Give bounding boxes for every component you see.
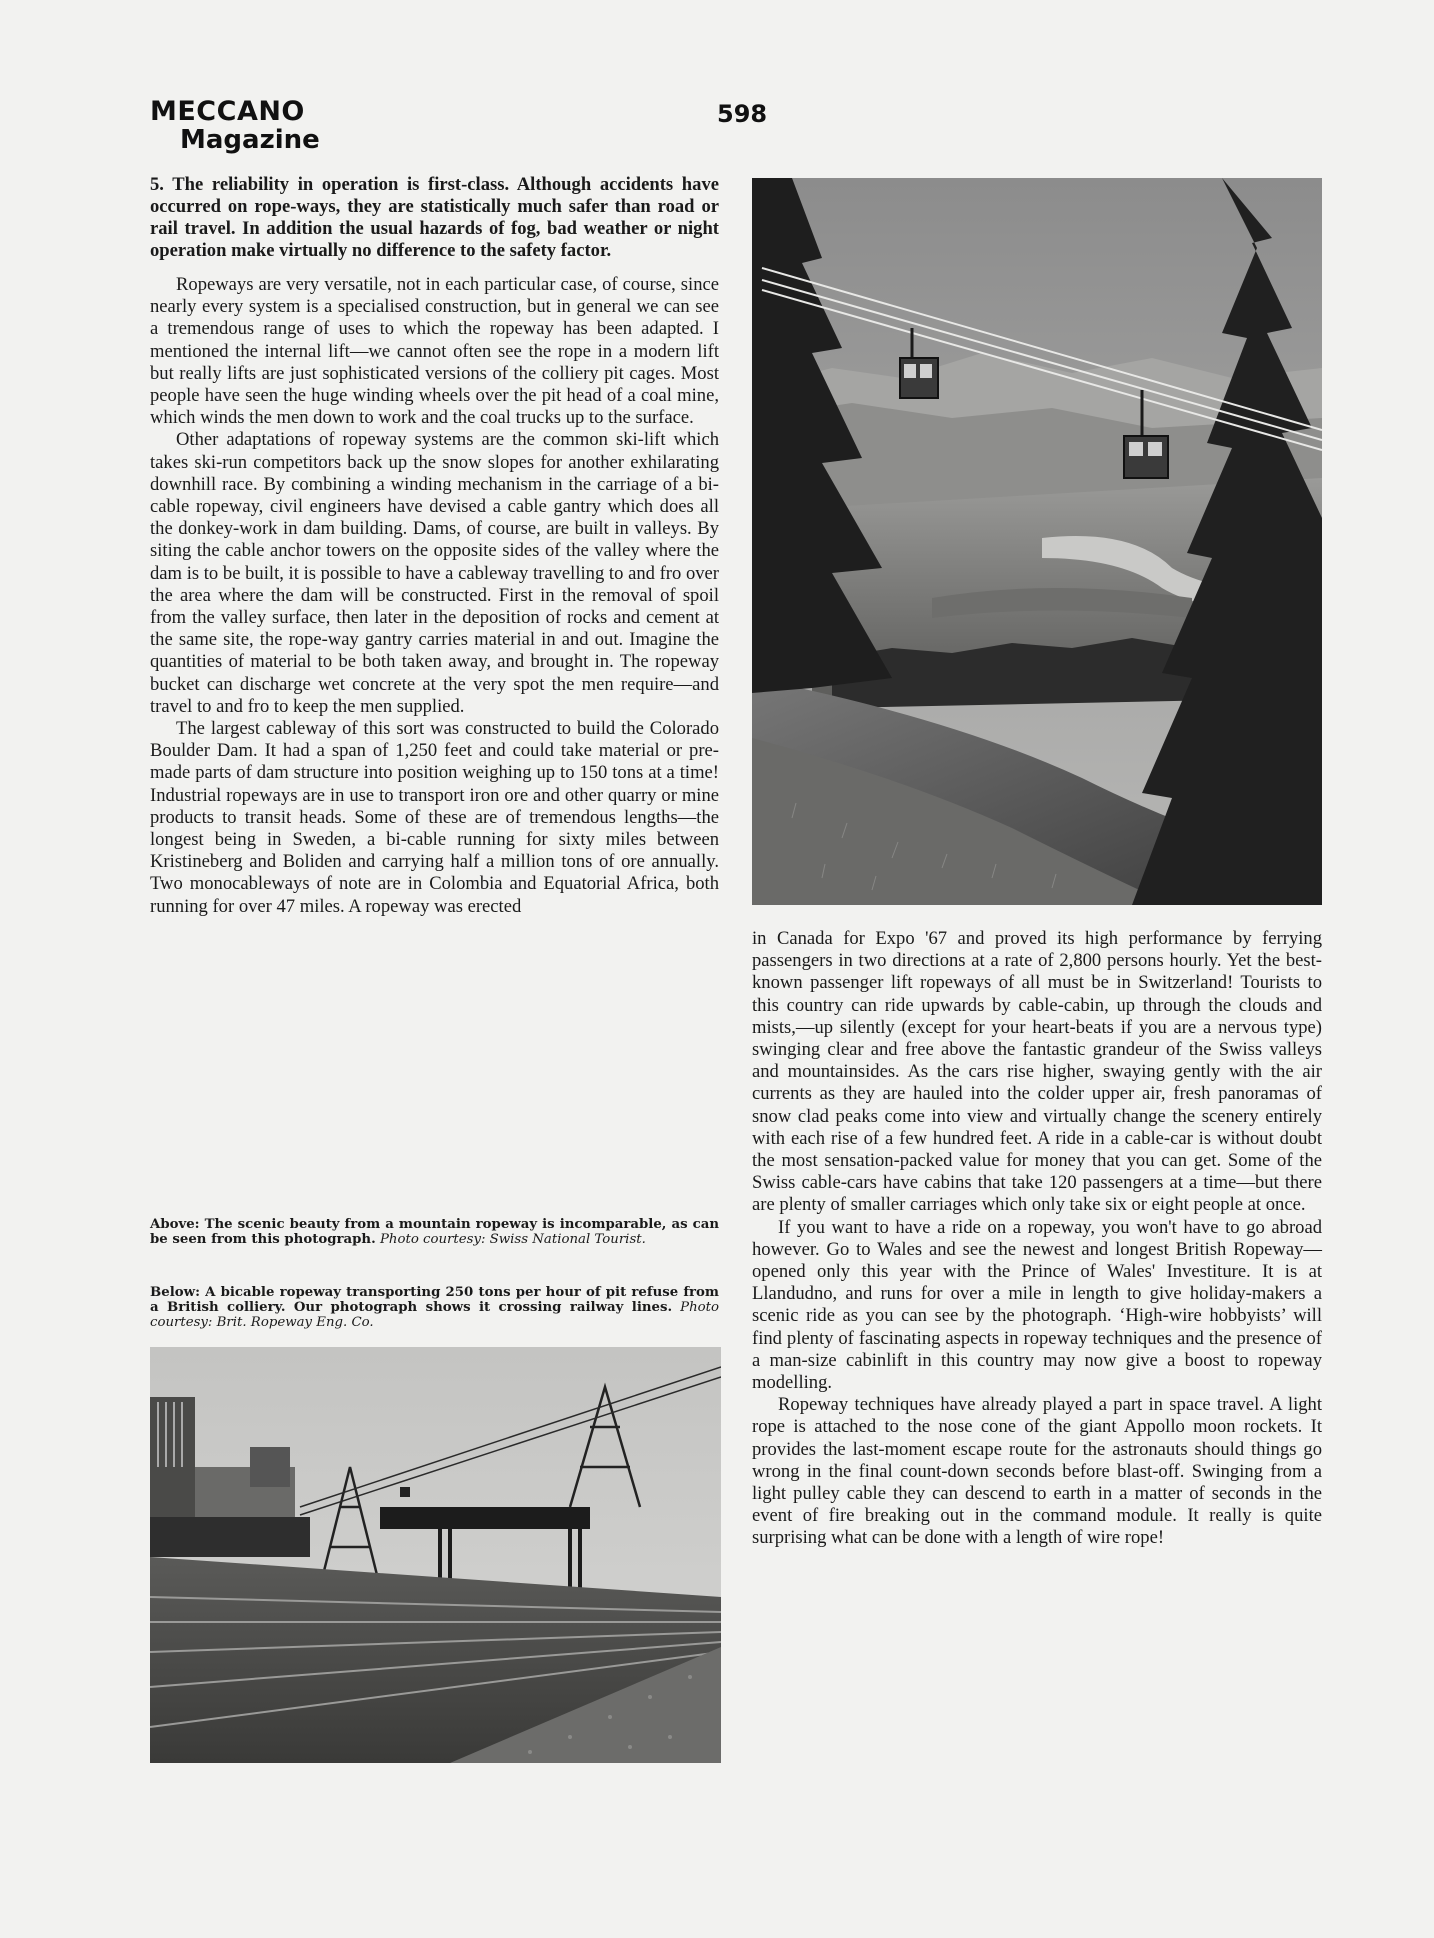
paragraph: Ropeways are very versatile, not in each particular case, of course, since nearly every system is a specialised construction, but in general we can see a tremendous range of uses to which the ropeway has been adapted. I mentioned the internal lift—we cannot often see the rope in a modern lift but really lifts are just sophisticated versions of the colliery pit cages. Most people have seen the huge winding wheels over the pit head of a coal mine, which winds the men down to work and the coal trucks up to the surface. [150, 274, 719, 429]
mountain-ropeway-photo [752, 178, 1322, 905]
paragraph: Other adaptations of ropeway systems are the common ski-lift which takes ski-run competitors back up the snow slopes for another exhilarating downhill race. By combining a winding mechanism in the carriage of a bi-cable ropeway, civil engineers have devised a cable gantry which does all the donkey-work in dam building. Dams, of course, are built in valleys. By siting the cable anchor towers on the opposite sides of the valley where the dam is to be built, it is possible to have a cableway travelling to and fro over the area where the dam will be constructed. First in the removal of spoil from the valley surface, then later in the deposition of rocks and cement at the same site, the rope-way gantry carries material in and out. Imagine the quantities of material to be both taken away, and brought in. The ropeway bucket can discharge wet concrete at the very spot the men require—and travel to and fro to keep the men supplied. [150, 429, 719, 717]
magazine-masthead [150, 98, 320, 154]
caption-below [150, 1285, 719, 1330]
caption-above-credit: Photo courtesy: Swiss National Tourist. [379, 1232, 646, 1247]
paragraph: Ropeway techniques have already played a part in space travel. A light rope is attached to the nose cone of the giant Appollo moon rockets. It provides the last-moment escape route for the astronauts should things go wrong in the final count-down seconds before blast-off. Swinging from a light pulley cable they can descend to earth in a matter of seconds in the event of fire breaking out in the command module. It really is quite surprising what can be done with a length of wire rope! [752, 1394, 1322, 1549]
left-column [150, 174, 719, 918]
page-number: 598 [717, 100, 768, 128]
masthead-title: MECCANO [150, 96, 305, 127]
caption-above [150, 1217, 719, 1247]
right-column [752, 928, 1322, 1550]
colliery-ropeway-photo [150, 1347, 721, 1763]
paragraph: in Canada for Expo '67 and proved its high performance by ferrying passengers in two directions at a rate of 2,800 persons hourly. Yet the best-known passenger lift ropeways of all must be in Switzerland! Tourists to this country can ride upwards by cable-cabin, up through the clouds and mists,—up silently (except for your heart-beats if you are a nervous type) swinging clear and free above the fantastic grandeur of the Swiss valleys and mountainsides. As the cars rise higher, swaying gently with the air currents as they are hauled into the colder upper air, fresh panoramas of snow clad peaks come into view and virtually change the scenery entirely with each rise of a few hundred feet. A ride in a cable-car is without doubt the most sensation-packed value for money that you can get. Some of the Swiss cable-cars have cabins that take 120 passengers at a time—but there are plenty of smaller carriages which only take six or eight people at once. [752, 928, 1322, 1216]
paragraph: The largest cableway of this sort was constructed to build the Colorado Boulder Dam. It had a span of 1,250 feet and could take material or pre-made parts of dam structure into position weighing up to 150 tons at a time! Industrial ropeways are in use to transport iron ore and other quarry or mine products to transit heads. Some of these are of tremendous lengths—the longest being in Sweden, a bi-cable running for sixty miles between Kristineberg and Boliden and carrying half a million tons of ore annually. Two monocableways of note are in Colombia and Equatorial Africa, both running for over 47 miles. A ropeway was erected [150, 718, 719, 917]
caption-below-text: Below: A bicable ropeway transporting 250 tons per hour of pit refuse from a British colliery. Our photograph shows it crossing railway lines. [150, 1285, 719, 1315]
caption-above-text: Above: The scenic beauty from a mountain ropeway is incomparable, as can be seen from this photograph. [150, 1217, 719, 1247]
lead-point: 5. The reliability in operation is first-class. Although accidents have occurred on rope-ways, they are statistically much safer than road or rail travel. In addition the usual hazards of fog, bad weather or night operation make virtually no difference to the safety factor. [150, 174, 719, 261]
paragraph: If you want to have a ride on a ropeway, you won't have to go abroad however. Go to Wales and see the newest and longest British Ropeway—opened only this year with the Prince of Wales' Investiture. It is at Llandudno, and runs for over a mile in length to give holiday-makers a scenic ride as you can see by the photograph. ‘High-wire hobbyists’ will find plenty of fascinating aspects in ropeway techniques and the presence of a man-size cabinlift in this country may now give a boost to ropeway modelling. [752, 1216, 1322, 1394]
masthead-subtitle: Magazine [180, 125, 320, 155]
caption-below-credit: Photo courtesy: Brit. Ropeway Eng. Co. [150, 1300, 719, 1330]
